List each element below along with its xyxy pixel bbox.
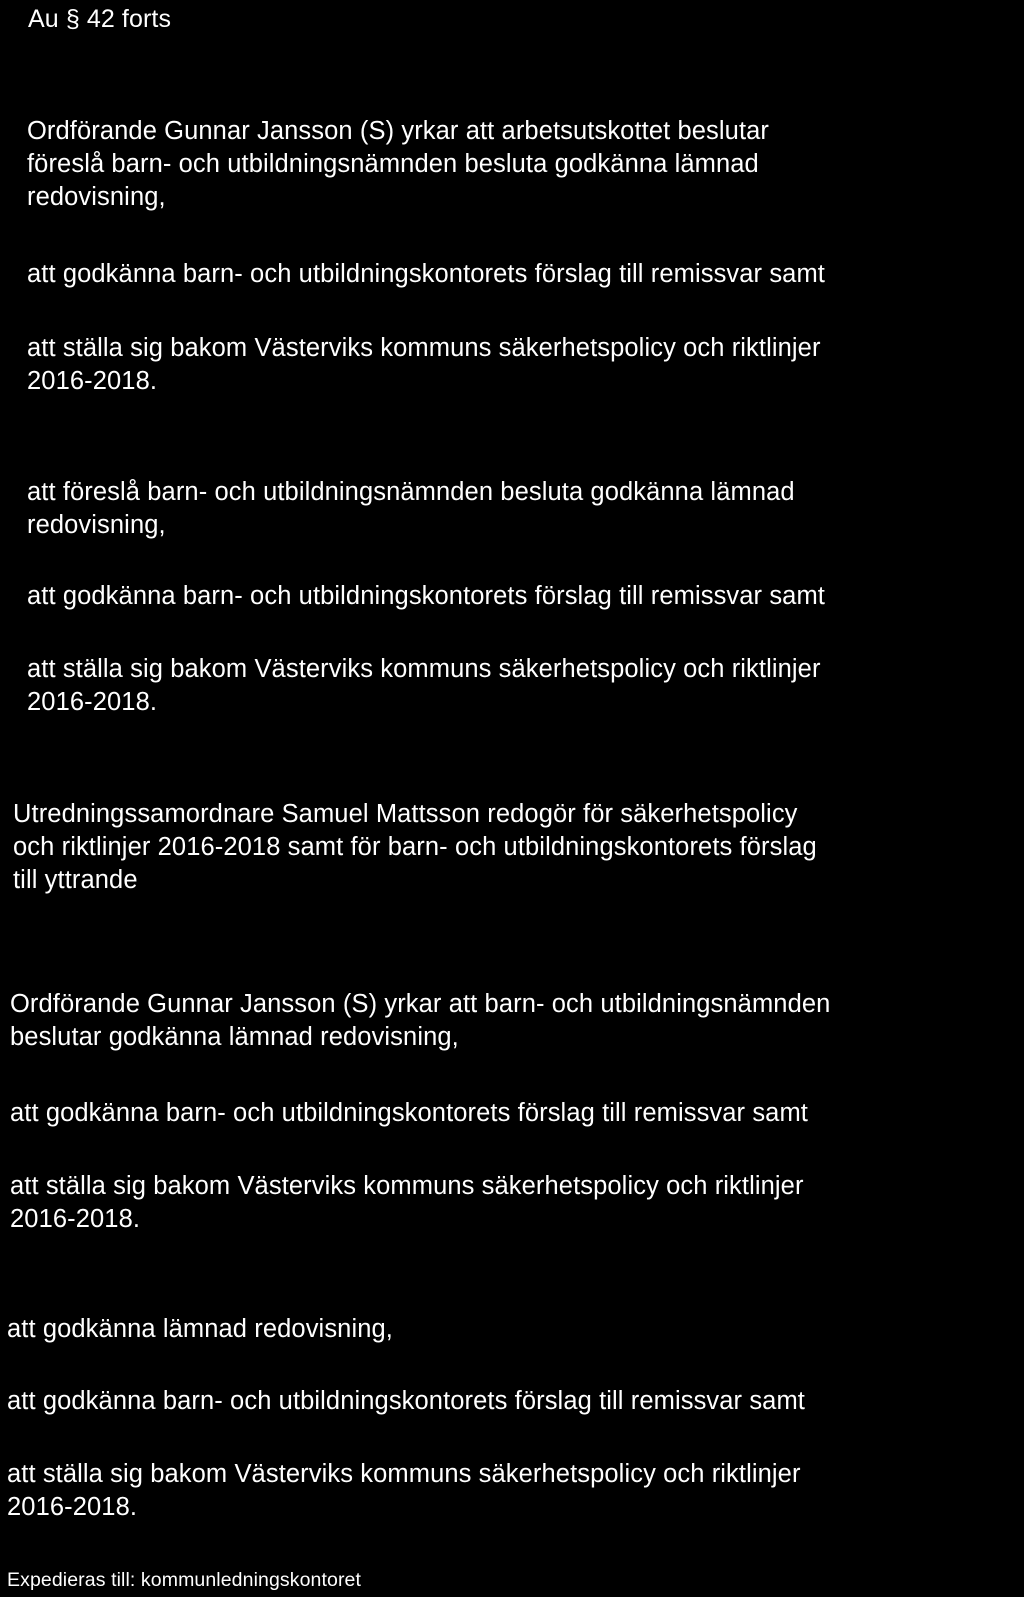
section-header: Au § 42 forts [28,5,172,33]
board-decision-endorse-security-policy: att ställa sig bakom Västerviks kommuns säkerhetspolicy och riktlinjer 2016-2018. [7,1460,801,1521]
board-decision-approve-referral-reply: att godkänna barn- och utbildningskontorets förslag till remissvar samt [7,1387,805,1415]
clause-endorse-security-policy: att ställa sig bakom Västerviks kommuns säkerhetspolicy och riktlinjer 2016-2018. [27,334,821,395]
motion-approve-referral-reply: att godkänna barn- och utbildningskontorets förslag till remissvar samt [10,1099,808,1127]
decision-propose-approval: att föreslå barn- och utbildningsnämnden besluta godkänna lämnad redovisning, [27,478,795,539]
distribution-footer: Expedieras till: kommunledningskontoret [7,1569,361,1591]
board-decision-approve-report: att godkänna lämnad redovisning, [7,1315,393,1343]
chair-motion-committee: Ordförande Gunnar Jansson (S) yrkar att arbetsutskottet beslutar föreslå barn- och utbildningsnämnden besluta godkänna lämnad redovisning, [27,117,770,211]
chair-motion-board: Ordförande Gunnar Jansson (S) yrkar att barn- och utbildningsnämnden beslutar godkänna lämnad redovisning, [10,990,831,1051]
decision-endorse-security-policy: att ställa sig bakom Västerviks kommuns säkerhetspolicy och riktlinjer 2016-2018. [27,655,821,716]
coordinator-report: Utredningssamordnare Samuel Mattsson redogör för säkerhetspolicy och riktlinjer 2016-2018 samt för barn- och utbildningskontorets förslag till yttrande [13,800,817,894]
decision-approve-referral-reply: att godkänna barn- och utbildningskontorets förslag till remissvar samt [27,582,825,610]
clause-approve-referral-reply: att godkänna barn- och utbildningskontorets förslag till remissvar samt [27,260,825,288]
motion-endorse-security-policy: att ställa sig bakom Västerviks kommuns säkerhetspolicy och riktlinjer 2016-2018. [10,1172,804,1233]
